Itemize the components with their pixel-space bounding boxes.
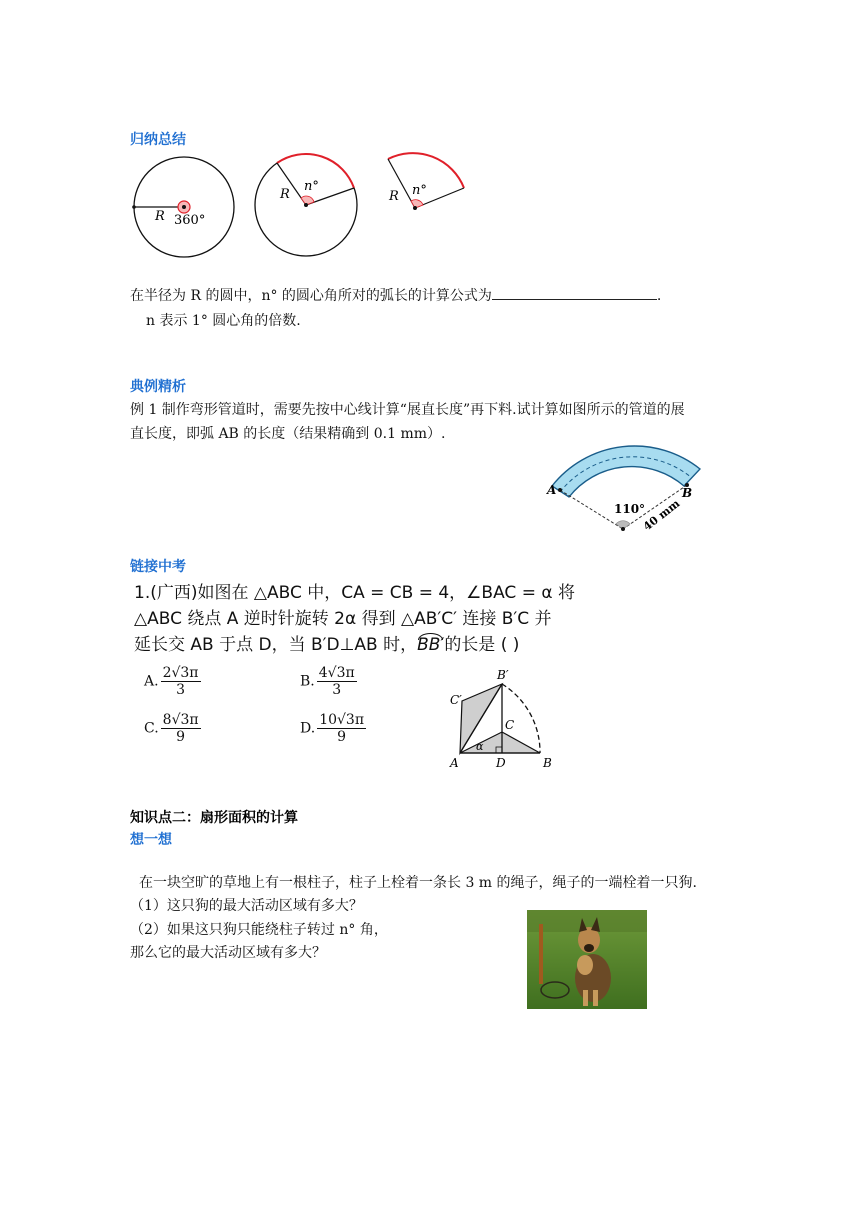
sector-figure [388, 153, 464, 210]
formula-blank[interactable] [492, 284, 657, 300]
exam-line-1: 1.(广西)如图在 △ABC 中，CA = CB = 4，∠BAC = α 将 [134, 583, 575, 603]
full-circle-figure [132, 157, 234, 257]
exam-line-3-text: 延长交 AB 于点 D，当 B′D⊥AB 时， [134, 635, 418, 655]
fig-label-c: C [505, 718, 515, 732]
option-b-letter: B. [300, 673, 315, 690]
circle3-angle-label: n° [412, 183, 427, 198]
example-heading: 典例精析 [130, 379, 186, 395]
formula-end: . [656, 288, 662, 304]
fig-label-alpha: α [476, 740, 484, 753]
fig-label-bprime: B′ [497, 668, 509, 682]
option-b[interactable] [300, 665, 357, 698]
dog-photo [527, 910, 647, 1009]
think-q3: 那么它的最大活动区域有多大？ [130, 945, 326, 961]
option-d[interactable] [300, 712, 366, 745]
exam-line-2: △ABC 绕点 A 逆时针旋转 2α 得到 △AB′C′ 连接 B′C 并 [134, 609, 552, 629]
fig-label-a: A [450, 756, 459, 770]
circle1-r-label: R [155, 209, 165, 224]
think-line-1: 在一块空旷的草地上有一根柱子，柱子上栓着一条长 3 m 的绳子，绳子的一端栓着一只狗. [139, 875, 697, 891]
option-c[interactable] [144, 712, 201, 745]
example-line-1: 例 1 制作弯形管道时，需要先按中心线计算“展直长度”再下料.试计算如图所示的管道的展 [130, 402, 685, 418]
pipe-figure [540, 438, 715, 538]
think-q2: （2）如果这只狗只能绕柱子转过 n° 角， [130, 922, 388, 938]
note-text: n 表示 1° 圆心角的倍数. [146, 313, 301, 329]
think-heading: 想一想 [130, 832, 172, 848]
option-d-num: 10√3π [319, 712, 365, 728]
pipe-angle-label: 110° [614, 502, 646, 516]
option-a-letter: A. [144, 673, 159, 690]
exam-line-3 [134, 632, 519, 658]
circle3-r-label: R [389, 189, 399, 204]
option-b-den: 3 [332, 682, 342, 698]
arc-notation [417, 632, 444, 658]
fig-label-d: D [496, 756, 506, 770]
circle2-r-label: R [280, 187, 290, 202]
option-d-den: 9 [337, 729, 347, 745]
pipe-label-b: B [682, 486, 693, 500]
formula-line [130, 284, 661, 308]
option-c-den: 9 [176, 729, 186, 745]
fig-label-b: B [543, 756, 552, 770]
knowledge-point-heading: 知识点二：扇形面积的计算 [130, 810, 298, 826]
option-d-letter: D. [300, 720, 316, 737]
option-c-letter: C. [144, 720, 159, 737]
fig-label-cprime: C′ [450, 693, 462, 707]
exam-heading: 链接中考 [130, 559, 186, 575]
arc-label: BB′ [417, 635, 445, 655]
option-c-num: 8√3π [162, 712, 199, 728]
formula-text: 在半径为 R 的圆中，n° 的圆心角所对的弧长的计算公式为 [130, 288, 492, 304]
option-a-num: 2√3π [162, 665, 199, 681]
example-line-2: 直长度，即弧 AB 的长度（结果精确到 0.1 mm）. [130, 426, 446, 442]
circle-figures [128, 150, 478, 262]
pipe-band [552, 446, 700, 497]
pipe-radius-label: 40 mm [640, 497, 683, 534]
sector-circle-figure [255, 154, 357, 256]
option-a[interactable] [144, 665, 201, 698]
option-b-num: 4√3π [318, 665, 355, 681]
pipe-label-a: A [547, 483, 557, 497]
summary-heading: 归纳总结 [130, 132, 186, 148]
think-q1: （1）这只狗的最大活动区域有多大？ [130, 898, 363, 914]
circle1-angle-label: 360° [174, 213, 206, 228]
rotation-figure [440, 664, 565, 774]
option-a-den: 3 [176, 682, 185, 698]
exam-line-3-end: 的长是 ( ) [444, 635, 520, 655]
circle2-angle-label: n° [304, 179, 319, 194]
